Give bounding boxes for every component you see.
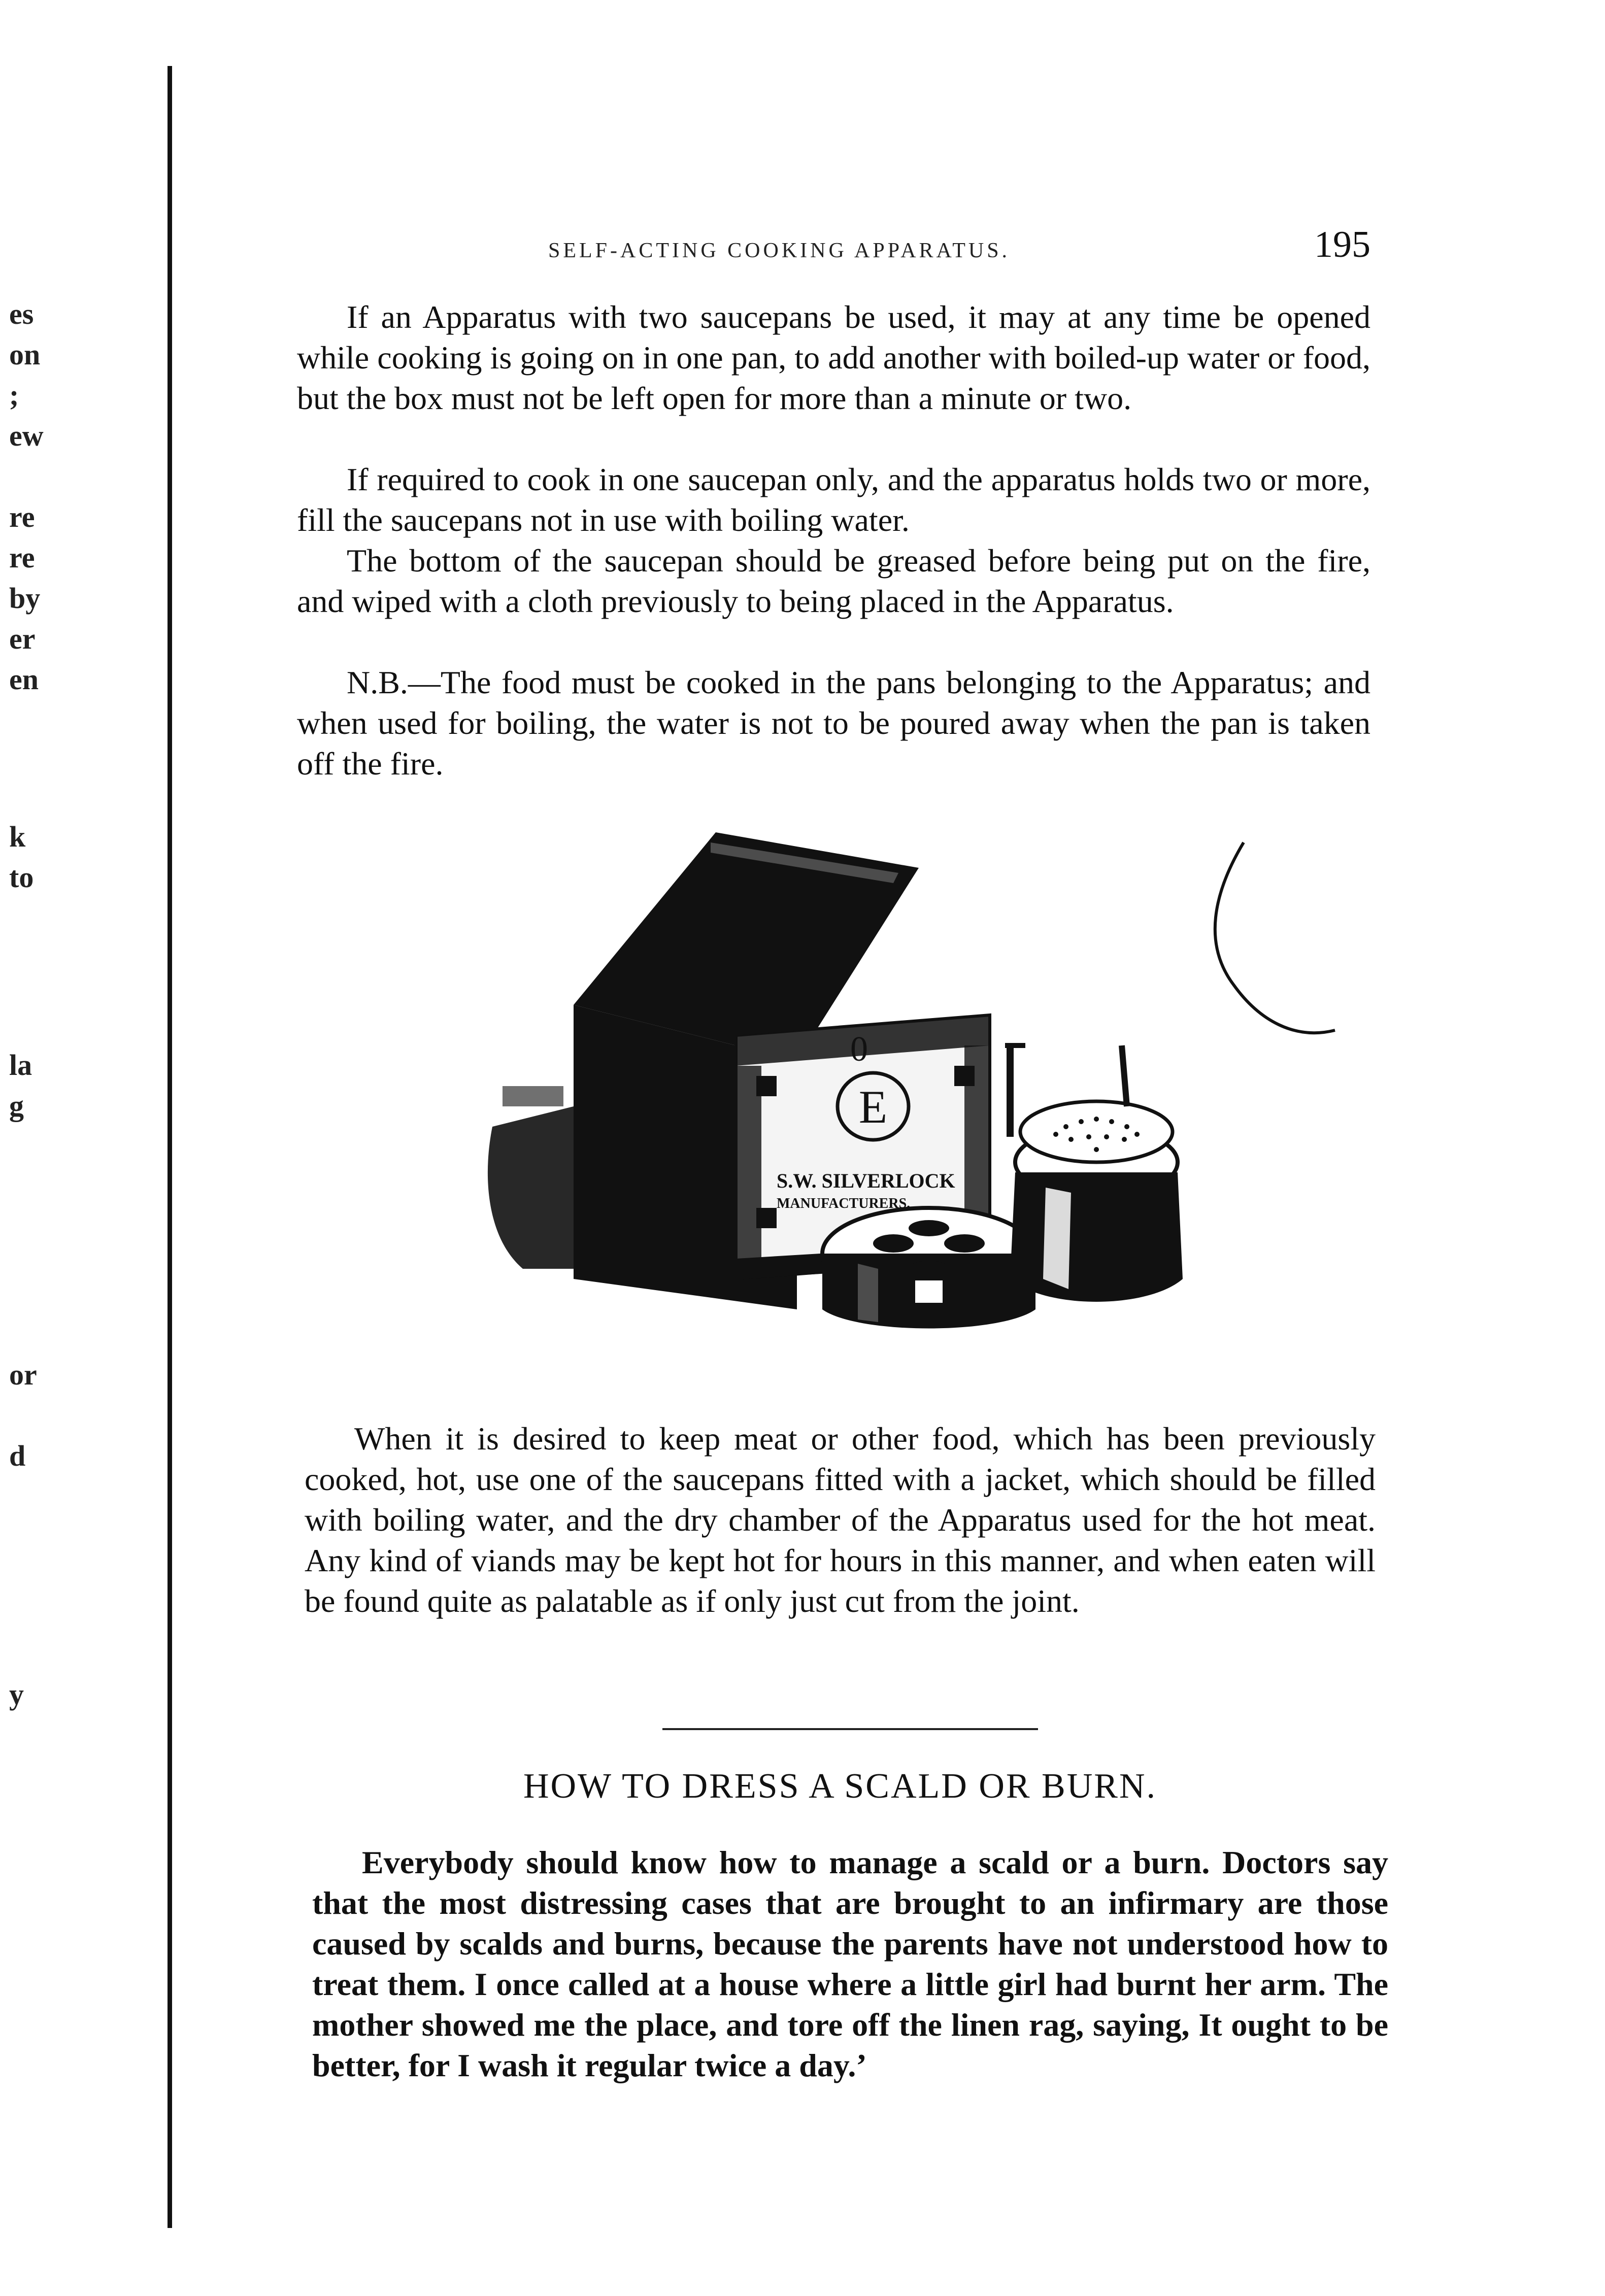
margin-fragment: on	[9, 338, 41, 371]
margin-fragment: re	[9, 500, 35, 533]
maker-role-label: MANUFACTURERS.	[777, 1196, 911, 1211]
margin-fragment: to	[9, 861, 34, 894]
page-gutter-rule	[168, 66, 172, 2228]
body-paragraph: If required to cook in one saucepan only, and the apparatus holds two or more, fill the saucepans not in use with boiling water.	[297, 461, 1370, 538]
pen-mark	[1203, 832, 1345, 1056]
page-header	[548, 223, 1370, 269]
margin-fragment: g	[9, 1089, 24, 1122]
margin-fragment: en	[9, 663, 39, 696]
margin-fragment: la	[9, 1049, 32, 1082]
margin-fragment: er	[9, 622, 36, 655]
running-head: SELF-ACTING COOKING APPARATUS.	[548, 239, 1011, 262]
body-paragraph: N.B.—The food must be cooked in the pans belonging to the Apparatus; and when used for boiling, the water is not to be poured away when the pan is taken off the fire.	[297, 664, 1370, 782]
emblem-letter: E	[858, 1081, 888, 1133]
margin-fragment: y	[9, 1678, 24, 1711]
margin-fragment: by	[9, 582, 41, 615]
body-paragraph: If an Apparatus with two saucepans be used, it may at any time be opened while cooking is going on in one pan, to add another with boiled-up water or food, but the box must not be left open for more than a minute or two.	[297, 299, 1370, 416]
margin-fragment: es	[9, 297, 34, 330]
cooking-apparatus-illustration	[472, 822, 1213, 1340]
page-number: 195	[1314, 224, 1370, 265]
margin-fragment: ;	[9, 379, 19, 412]
body-paragraph: The bottom of the saucepan should be greased before being put on the fire, and wiped with a cloth previously to being placed in the Apparatus.	[297, 543, 1370, 619]
margin-fragment: or	[9, 1358, 37, 1391]
body-paragraph: When it is desired to keep meat or other food, which has been previously cooked, hot, use one of the saucepans fitted with a jacket, which should be filled with boiling water, and the dry chamber of the Apparatus used for the hot meat. Any kind of viands may be kept hot for hours in this manner, and when eaten will be found quite as palatable as if only just cut from the joint.	[305, 1421, 1376, 1619]
margin-fragment: re	[9, 541, 35, 574]
svg-text:0: 0	[850, 1030, 868, 1069]
margin-fragment: ew	[9, 419, 44, 452]
maker-label: S.W. SILVERLOCK	[777, 1169, 955, 1192]
section-title: HOW TO DRESS A SCALD OR BURN.	[523, 1767, 1157, 1806]
section-paragraph: Everybody should know how to manage a scald or a burn. Doctors say that the most distressing cases that are brought to an infirmary are those caused by scalds and burns, because the parents have not understood how to treat them. I once called at a house where a little girl had burnt her arm. The mother showed me the place, and tore off the linen rag, saying, It ought to be better, for I wash it regular twice a day.’	[312, 1844, 1388, 2083]
margin-fragment: d	[9, 1439, 26, 1472]
margin-fragment: k	[9, 820, 26, 853]
section-divider	[662, 1728, 1038, 1730]
